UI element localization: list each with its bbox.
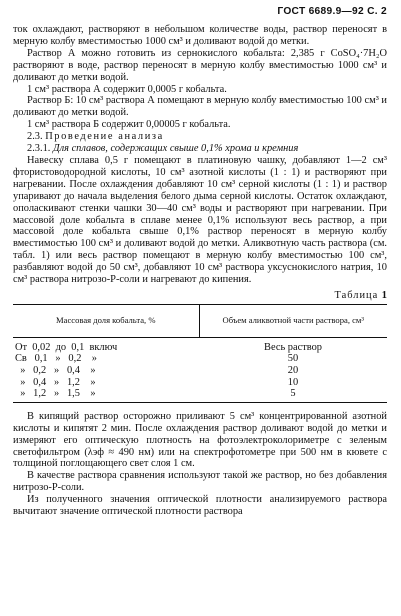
table-row [13,337,387,353]
table-header-row [13,304,387,337]
paragraph-8: В качестве раствора сравнения используют такой же раствор, но без добавления нитрозо-Р-соли. [13,470,387,494]
table-caption-number: 1 [381,289,387,301]
paragraph-6: Навеску сплава 0,5 г помещают в платиновую чашку, добавляют 1—2 см³ фтористоводородной кислоты, 10 см³ азотной кислоты (1 : 1) и растворяют при нагревании. После охлаждения добавляют 10 см³ серной кислоты (1 : 1) и раствор упаривают до начала выделения белого дыма серной кислоты. Остаток охлаждают, ополаскивают стенки чашки 30—40 см³ воды и растворяют при нагревании. При массовой доле кобальта в сплаве менее 0,1% используют весь раствор, а при массовой доле кобальта свыше 0,1% раствор переносят в мерную колбу вместимостью 100 см³ и доливают водой до метки. Аликвотную часть раствора (см. табл. 1) или весь раствор помещают в мерную колбу вместимостью 100 см³, разбавляют водой до 50 см³, добавляют 10 см³ раствора уксуснокислого натрия, 10 см³ раствора нитрозо-Р-соли и нагревают до кипения. [13,154,387,286]
document-page [13,6,387,518]
section-heading [13,131,387,143]
table-cell-volume: 10 [287,376,299,388]
section-number: 2.3. [27,131,43,143]
subsection-number: 2.3.1. [27,143,51,155]
table-row [13,388,387,402]
col-header-aliquot-volume: Объем аликвотной части раствора, см³ [199,304,387,337]
section-title: Проведение анализа [45,131,164,143]
table-cell-range: Св 0,1 » 0,2 » [15,353,97,365]
table-cell-volume: Весь раствор [264,341,322,353]
table-row [13,365,387,377]
paragraph-2: Раствор А можно готовить из сернокислого кобальта: 2,385 г CoSO₄·7H₂O растворяют в воде, раствор переносят в мерную колбу вместимостью 1000 см³ и доливают до метки водой. [13,47,387,83]
table-cell-volume: 50 [287,353,299,365]
paragraph-9: Из полученного значения оптической плотности анализируемого раствора вычитают значение оптической плотности раствора [13,494,387,518]
table-cell-range: » 0,2 » 0,4 » [15,365,96,377]
subsection-heading [13,143,387,155]
table-cell-volume: 5 [199,388,387,402]
table-row [13,353,387,365]
page-header: ГОСТ 6689.9—92 С. 2 [277,6,387,17]
paragraph-1: ток охлаждают, растворяют в небольшом количестве воды, раствор переносят в мерную колбу вместимостью 1000 см³ и доливают водой до метки. [13,24,387,47]
paragraph-7: В кипящий раствор осторожно приливают 5 см³ концентрированной азотной кислоты и кипятят 2 мин. После охлаждения раствор доливают водой до метки и измеряют его оптическую плотность на фотоэлектроколориметре с зеленым светофильтром (λэф ≈ 490 нм) или на спектрофотометре при 500 нм в кювете с толщиной поглощающего свет слоя 1 см. [13,410,387,470]
table-cell-range: » 0,4 » 1,2 » [15,376,96,388]
table-cell-range: » 1,2 » 1,5 » [13,388,199,402]
table-caption [13,290,387,302]
table-caption-word: Таблица [334,289,379,301]
paragraph-5: 1 см³ раствора Б содержит 0,00005 г кобальта. [27,119,231,131]
subsection-title: Для сплавов, содержащих свыше 0,1% хрома и кремния [53,143,299,155]
table-cell-volume: 20 [287,365,299,377]
table-cell-range: От 0,02 до 0,1 включ [15,341,118,353]
col-header-mass-fraction: Массовая доля кобальта, % [13,304,199,337]
table-row [13,377,387,389]
cobalt-table [13,304,387,403]
paragraph-4: Раствор Б: 10 см³ раствора А помещают в мерную колбу вместимостью 100 см³ и доливают до метки водой. [13,95,387,119]
paragraph-3: 1 см³ раствора А содержит 0,0005 г кобальта. [27,83,227,95]
